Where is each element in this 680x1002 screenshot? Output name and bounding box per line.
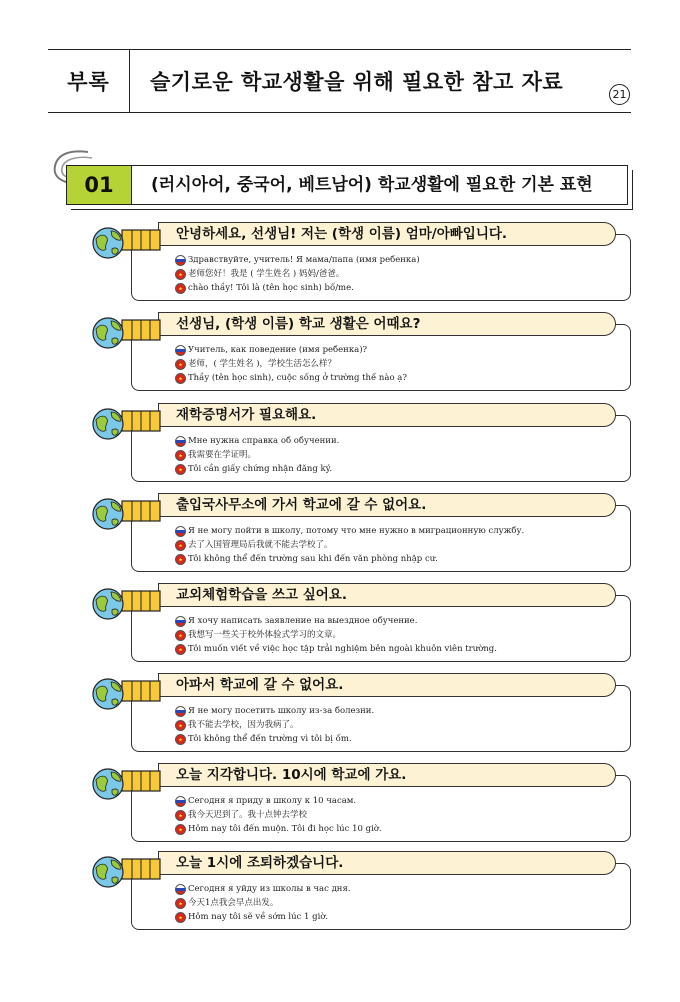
chinese-line	[175, 718, 625, 732]
vietnamese-text: chào thầy! Tôi là (tên học sinh) bố/me.	[188, 283, 354, 293]
vietnamese-text: Hôm nay tôi sẽ về sớm lúc 1 giờ.	[188, 912, 329, 922]
china-flag-icon	[175, 898, 186, 909]
vietnamese-line	[175, 642, 625, 656]
vietnamese-text: Tôi không thể đến trường sau khi đến văn phòng nhập cư.	[188, 554, 438, 564]
russian-text: Учитель, как поведение (имя ребенка)?	[188, 345, 368, 355]
translation-lines	[175, 253, 625, 295]
section-heading	[48, 148, 638, 208]
phrase-title: 재학증명서가 필요해요.	[176, 407, 317, 423]
chinese-text: 今天1点我会早点出发。	[188, 898, 279, 908]
phrase-title: 오늘 지각합니다. 10시에 학교에 가요.	[176, 767, 407, 783]
phrase-card	[86, 222, 632, 302]
translation-lines	[175, 524, 625, 566]
section-title: (러시아어, 중국어, 베트남어) 학교생활에 필요한 기본 표현	[151, 175, 593, 195]
phrase-card	[86, 851, 632, 931]
vietnamese-text: Tôi cần giấy chứng nhận đăng ký.	[188, 464, 333, 474]
globe-book-icon	[86, 403, 166, 443]
russia-flag-icon	[175, 706, 186, 717]
section-title-box	[66, 165, 628, 205]
vietnamese-text: Thầy (tên học sinh), cuộc sống ở trường thế nào ạ?	[188, 373, 407, 383]
chinese-line	[175, 267, 625, 281]
china-flag-icon	[175, 810, 186, 821]
vietnamese-text: Tôi muốn viết về việc học tập trải nghiệm bên ngoài khuôn viên trường.	[188, 644, 497, 654]
phrase-title: 안녕하세요, 선생님! 저는 (학생 이름) 엄마/아빠입니다.	[176, 226, 508, 242]
russian-text: Я не могу пойти в школу, потому что мне нужно в миграционную службу.	[188, 526, 525, 536]
translation-lines	[175, 343, 625, 385]
phrase-card	[86, 673, 632, 753]
russian-text: Мне нужна справка об обучении.	[188, 436, 340, 446]
chinese-text: 老师，( 学生姓名 )，学校生活怎么样？	[188, 359, 337, 369]
chinese-line	[175, 628, 625, 642]
chinese-line	[175, 357, 625, 371]
vietnam-flag-icon	[175, 283, 186, 294]
translation-lines	[175, 704, 625, 746]
vietnamese-line	[175, 822, 625, 836]
chinese-text: 我需要在学证明。	[188, 450, 257, 460]
russian-text: Сегодня я уйду из школы в час дня.	[188, 884, 351, 894]
vietnamese-text: Hôm nay tôi đến muộn. Tôi đi học lúc 10 giờ.	[188, 824, 382, 834]
header-bottom-rule	[48, 112, 631, 113]
vietnamese-line	[175, 552, 625, 566]
china-flag-icon	[175, 630, 186, 641]
chinese-line	[175, 448, 625, 462]
russian-line	[175, 524, 625, 538]
chinese-text: 我想写一些关于校外体验式学习的文章。	[188, 630, 342, 640]
russia-flag-icon	[175, 436, 186, 447]
appendix-tag: 부록	[67, 70, 110, 94]
globe-book-icon	[86, 851, 166, 891]
globe-book-icon	[86, 222, 166, 262]
russian-text: Здравствуйте, учитель! Я мама/папа (имя ребенка)	[188, 255, 420, 265]
china-flag-icon	[175, 540, 186, 551]
vietnam-flag-icon	[175, 373, 186, 384]
china-flag-icon	[175, 359, 186, 370]
chinese-text: 我今天迟到了。我十点钟去学校	[188, 810, 308, 820]
phrase-title: 출입국사무소에 가서 학교에 갈 수 없어요.	[176, 497, 427, 513]
globe-book-icon	[86, 312, 166, 352]
russian-line	[175, 253, 625, 267]
vietnamese-line	[175, 462, 625, 476]
russian-text: Я хочу написать заявление на выездное обучение.	[188, 616, 418, 626]
russian-line	[175, 794, 625, 808]
vietnamese-line	[175, 281, 625, 295]
header-top-rule	[48, 49, 631, 50]
chinese-text: 老师您好！我是 ( 学生姓名 ) 妈妈/爸爸。	[188, 269, 345, 279]
russian-line	[175, 434, 625, 448]
globe-book-icon	[86, 673, 166, 713]
china-flag-icon	[175, 450, 186, 461]
header-divider	[129, 50, 130, 112]
globe-book-icon	[86, 583, 166, 623]
globe-book-icon	[86, 493, 166, 533]
vietnam-flag-icon	[175, 554, 186, 565]
phrase-title: 오늘 1시에 조퇴하겠습니다.	[176, 855, 344, 871]
russian-line	[175, 704, 625, 718]
russia-flag-icon	[175, 796, 186, 807]
phrase-card	[86, 583, 632, 663]
chinese-line	[175, 538, 625, 552]
china-flag-icon	[175, 269, 186, 280]
page-title: 슬기로운 학교생활을 위해 필요한 참고 자료	[150, 70, 564, 94]
vietnam-flag-icon	[175, 912, 186, 923]
chinese-text: 我不能去学校，因为我病了。	[188, 720, 299, 730]
russian-line	[175, 614, 625, 628]
translation-lines	[175, 882, 625, 924]
phrase-title: 교외체험학습을 쓰고 싶어요.	[176, 587, 348, 603]
phrase-card	[86, 403, 632, 483]
russian-line	[175, 882, 625, 896]
russia-flag-icon	[175, 616, 186, 627]
vietnam-flag-icon	[175, 464, 186, 475]
russian-text: Я не могу посетить школу из-за болезни.	[188, 706, 375, 716]
russian-text: Сегодня я приду в школу к 10 часам.	[188, 796, 357, 806]
vietnamese-line	[175, 910, 625, 924]
section-number: 01	[67, 166, 132, 204]
phrase-card	[86, 763, 632, 843]
phrase-card	[86, 312, 632, 392]
chinese-line	[175, 808, 625, 822]
vietnamese-text: Tôi không thể đến trường vì tôi bị ốm.	[188, 734, 352, 744]
russia-flag-icon	[175, 255, 186, 266]
translation-lines	[175, 614, 625, 656]
chinese-line	[175, 896, 625, 910]
russia-flag-icon	[175, 345, 186, 356]
russia-flag-icon	[175, 884, 186, 895]
phrase-title: 선생님, (학생 이름) 학교 생활은 어때요?	[176, 316, 421, 332]
vietnam-flag-icon	[175, 824, 186, 835]
vietnamese-line	[175, 371, 625, 385]
china-flag-icon	[175, 720, 186, 731]
page-number: 21	[609, 84, 630, 105]
russia-flag-icon	[175, 526, 186, 537]
vietnamese-line	[175, 732, 625, 746]
vietnam-flag-icon	[175, 734, 186, 745]
vietnam-flag-icon	[175, 644, 186, 655]
phrase-card	[86, 493, 632, 573]
translation-lines	[175, 794, 625, 836]
phrase-title: 아파서 학교에 갈 수 없어요.	[176, 677, 344, 693]
translation-lines	[175, 434, 625, 476]
chinese-text: 去了入国管理局后我就不能去学校了。	[188, 540, 333, 550]
globe-book-icon	[86, 763, 166, 803]
russian-line	[175, 343, 625, 357]
